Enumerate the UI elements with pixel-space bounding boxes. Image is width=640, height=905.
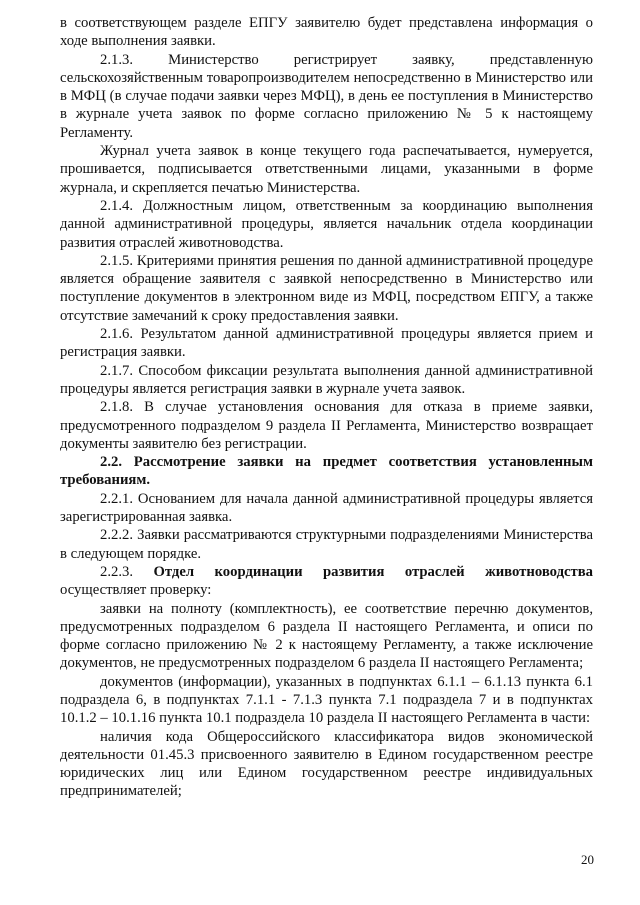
paragraph-2-2-3: [60, 563, 593, 600]
paragraph-2-2-3-suffix: осуществляет проверку:: [60, 582, 212, 599]
paragraph-2-1-7: 2.1.7. Способом фиксации результата выполнения данной административной процедуры является регистрация заявки в журнале учета заявок.: [60, 362, 593, 397]
paragraph-2-1-8: 2.1.8. В случае установления основания для отказа в приеме заявки, предусмотренного подразделом 9 раздела II Регламента, Министерство возвращает документы заявителю без регистрации.: [60, 399, 593, 452]
paragraph-check-documents: документов (информации), указанных в подпунктах 6.1.1 – 6.1.13 пункта 6.1 подраздела 6, в подпунктах 7.1.1 - 7.1.3 пункта 7.1 подраздела 7 и в подпунктах 10.1.2 – 10.1.16 пункта 10.1 подраздела 10 раздела II настоящего Регламента в части:: [60, 673, 593, 727]
page-number: 20: [581, 852, 594, 867]
paragraph-2-1-5: 2.1.5. Критериями принятия решения по данной административной процедуре является обращение заявителя с заявкой непосредственно в Министерство или поступление документов в электронном виде из МФЦ, посредством ЕПГУ, а также отсутствие замечаний к сроку предоставления заявки.: [60, 252, 593, 324]
paragraph-journal: Журнал учета заявок в конце текущего года распечатывается, нумеруется, прошивается, подписывается ответственными лицами, указанными в форме журнала, и скрепляется печатью Министерства.: [60, 143, 593, 196]
paragraph-2-1-3: 2.1.3. Министерство регистрирует заявку, представленную сельскохозяйственным товаропроизводителем непосредственно в Министерство или в МФЦ (в случае подачи заявки через МФЦ), в день ее поступления в Министерство в журнале учета заявок по форме согласно приложению № 5 к настоящему Регламенту.: [60, 51, 593, 141]
document-page: [60, 14, 593, 801]
paragraph-2-2-3-prefix: 2.2.3.: [100, 563, 154, 580]
paragraph-2-1-4: 2.1.4. Должностным лицом, ответственным за координацию выполнения данной административной процедуры, является начальник отдела координации развития отраслей животноводства.: [60, 197, 593, 251]
paragraph-continuation: в соответствующем разделе ЕПГУ заявителю будет представлена информация о ходе выполнения заявки.: [60, 15, 593, 50]
section-heading-2-2: 2.2. Рассмотрение заявки на предмет соответствия установленным требованиям.: [60, 454, 593, 489]
department-name: Отдел координации развития отраслей животноводства: [153, 563, 594, 580]
paragraph-2-2-1: 2.2.1. Основанием для начала данной административной процедуры является зарегистрированная заявка.: [60, 490, 593, 526]
paragraph-2-1-6: 2.1.6. Результатом данной административной процедуры является прием и регистрация заявки.: [60, 326, 593, 361]
paragraph-okved-code: наличия кода Общероссийского классификатора видов экономической деятельности 01.45.3 присвоенного заявителю в Едином государственном реестре юридических лиц или Едином государственном реестре индивидуальных предпринимателей;: [60, 728, 593, 800]
paragraph-2-2-2: 2.2.2. Заявки рассматриваются структурными подразделениями Министерства в следующем порядке.: [60, 527, 593, 562]
paragraph-check-completeness: заявки на полноту (комплектность), ее соответствие перечню документов, предусмотренных подразделом 6 раздела II настоящего Регламента, и описи по форме согласно приложению № 2 к настоящему Регламенту, а также исключение документов, не предусмотренных подразделом 6 раздела II настоящего Регламента;: [60, 600, 593, 672]
